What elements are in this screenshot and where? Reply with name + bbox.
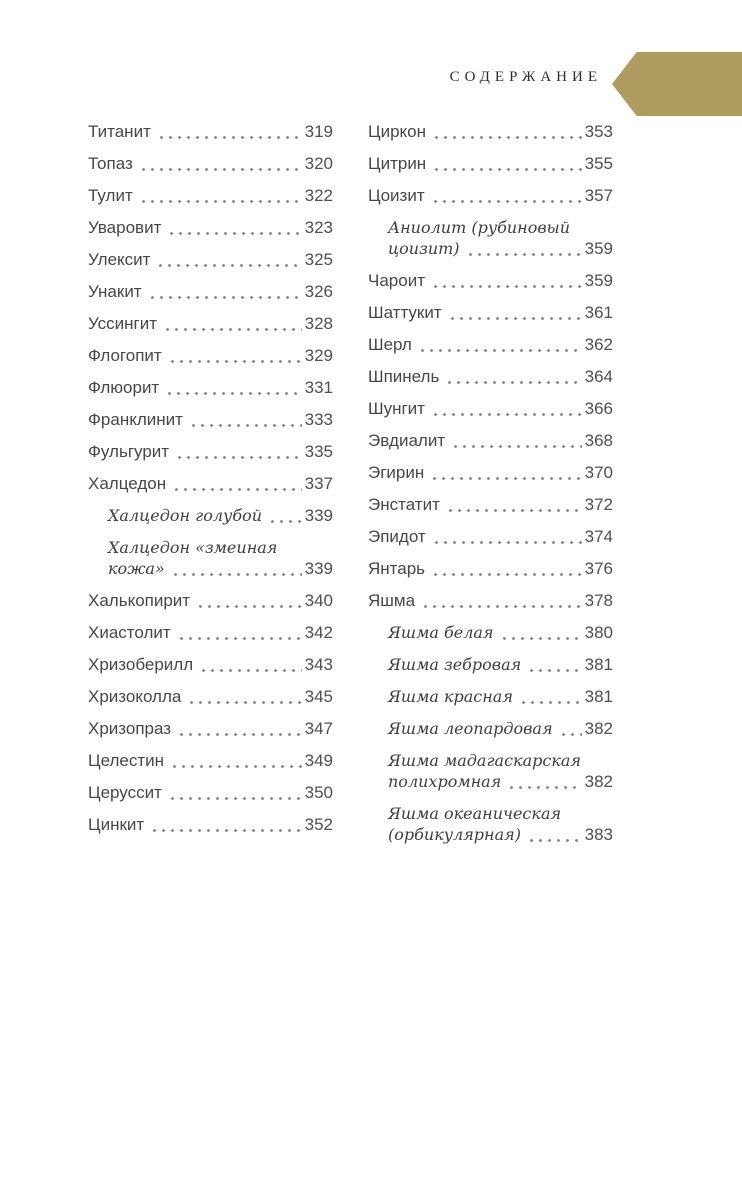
entry-page-number: 329 [304,346,333,365]
dot-leader [167,232,301,235]
dot-leader [139,168,302,171]
dot-leader [171,573,302,576]
toc-entry[interactable] [88,186,333,206]
toc-entry[interactable] [368,591,613,611]
entry-row [388,772,613,792]
entry-page-number: 325 [304,250,333,269]
entry-label: Титанит [88,122,151,141]
toc-entry[interactable] [88,218,333,238]
entry-page-number: 357 [584,186,613,205]
entry-label: цоизит) [388,239,460,258]
dot-leader [432,136,582,139]
toc-entry[interactable] [88,815,333,835]
entry-label: Хризоколла [88,687,182,706]
entry-page-number: 368 [584,431,613,450]
entry-row [368,399,613,419]
entry-label: Яшма леопардовая [388,719,553,738]
entry-label: Цитрин [368,154,427,173]
entry-row [88,410,333,430]
toc-entry[interactable] [368,303,613,323]
entry-row [88,282,333,302]
toc-entry[interactable] [368,804,613,845]
entry-row [368,367,613,387]
toc-entry[interactable] [88,154,333,174]
toc-entry[interactable] [88,655,333,675]
dot-leader [466,253,582,256]
page-title: СОДЕРЖАНИЕ [449,69,602,85]
entry-page-number: 366 [584,399,613,418]
entry-label: Аниолит (рубиновый [388,218,570,237]
dot-leader [139,200,302,203]
entry-page-number: 383 [584,825,613,844]
dot-leader [527,669,581,672]
toc-entry[interactable] [368,687,613,707]
entry-label: кожа» [108,559,165,578]
corner-banner-decoration [612,52,742,116]
entry-label: Халцедон «змеиная [108,538,278,557]
entry-row [388,655,613,675]
entry-page-number: 381 [584,687,613,706]
entry-label: Целестин [88,751,165,770]
entry-label: Топаз [88,154,133,173]
entry-page-number: 320 [304,154,333,173]
dot-leader [172,488,302,491]
entry-row [88,719,333,739]
entry-page-number: 353 [584,122,613,141]
toc-entry[interactable] [368,122,613,142]
entry-page-number: 361 [584,303,613,322]
toc-entry[interactable] [88,442,333,462]
entry-row [88,346,333,366]
entry-page-number: 352 [304,815,333,834]
dot-leader [559,733,582,736]
toc-entry[interactable] [88,410,333,430]
entry-page-number: 337 [304,474,333,493]
entry-row [88,442,333,462]
entry-label: Яшма красная [388,687,513,706]
entry-label: Эгирин [368,463,425,482]
entry-row [388,687,613,707]
entry-page-number: 359 [584,271,613,290]
entry-page-number: 355 [584,154,613,173]
toc-column-right [368,122,613,857]
entry-page-number: 347 [304,719,333,738]
entry-page-number: 342 [304,623,333,642]
dot-leader [421,605,582,608]
entry-row [88,314,333,334]
entry-label: Унакит [88,282,142,301]
toc-entry[interactable] [88,282,333,302]
toc-entry[interactable] [88,346,333,366]
entry-row [88,655,333,675]
entry-label: Яшма зебровая [388,655,522,674]
entry-page-number: 335 [304,442,333,461]
toc-entry[interactable] [368,623,613,643]
dot-leader [446,509,582,512]
toc-entry[interactable] [368,218,613,259]
toc-columns [88,122,613,857]
entry-row [368,186,613,206]
toc-entry[interactable] [88,751,333,771]
dot-leader [157,136,302,139]
entry-label: (орбикулярная) [388,825,521,844]
entry-page-number: 370 [584,463,613,482]
entry-label: Улексит [88,250,151,269]
toc-entry[interactable] [368,335,613,355]
dot-leader [445,381,581,384]
dot-leader [430,477,581,480]
dot-leader [165,392,301,395]
toc-entry[interactable] [88,591,333,611]
entry-page-number: 380 [584,623,613,642]
toc-entry[interactable] [368,559,613,579]
entry-row [108,506,333,526]
dot-leader [432,168,581,171]
dot-leader [199,669,301,672]
entry-page-number: 331 [304,378,333,397]
entry-label: Флюорит [88,378,160,397]
dot-leader [168,360,302,363]
entry-page-number: 326 [304,282,333,301]
toc-entry[interactable] [368,399,613,419]
entry-label: Халцедон голубой [108,506,263,525]
toc-entry[interactable] [88,122,333,142]
entry-row [368,271,613,291]
entry-row [88,122,333,142]
entry-label: Хризопраз [88,719,172,738]
entry-label: Церуссит [88,783,162,802]
dot-leader [163,328,302,331]
entry-label: Хиастолит [88,623,171,642]
dot-leader [431,200,582,203]
entry-page-number: 382 [584,772,613,791]
dot-leader [268,520,302,523]
entry-page-number: 378 [584,591,613,610]
entry-page-number: 364 [584,367,613,386]
entry-row [108,559,333,579]
entry-row [88,591,333,611]
entry-page-number: 350 [304,783,333,802]
entry-row [388,623,613,643]
entry-label: полихромная [388,772,502,791]
toc-entry[interactable] [88,250,333,270]
toc-entry[interactable] [368,655,613,675]
entry-label: Энстатит [368,495,440,514]
toc-entry[interactable] [368,719,613,739]
dot-leader [527,839,582,842]
entry-label: Халькопирит [88,591,191,610]
entry-row [88,751,333,771]
entry-label: Яшма белая [388,623,494,642]
entry-label: Яшма океаническая [388,804,562,823]
toc-entry[interactable] [88,687,333,707]
dot-leader [431,413,582,416]
dot-leader [189,424,302,427]
dot-leader [175,456,302,459]
entry-page-number: 319 [304,122,333,141]
toc-entry[interactable] [368,431,613,451]
toc-entry[interactable] [368,463,613,483]
toc-entry[interactable] [88,474,333,494]
entry-label: Эвдиалит [368,431,446,450]
entry-page-number: 339 [304,506,333,525]
entry-page-number: 345 [304,687,333,706]
entry-row [88,186,333,206]
entry-row [368,559,613,579]
entry-label: Шерл [368,335,412,354]
entry-row [368,303,613,323]
toc-entry[interactable] [368,527,613,547]
dot-leader [177,637,302,640]
entry-page-number: 381 [584,655,613,674]
entry-label: Янтарь [368,559,426,578]
entry-page-number: 349 [304,751,333,770]
dot-leader [451,445,581,448]
toc-entry[interactable] [368,154,613,174]
toc-entry[interactable] [368,751,613,792]
entry-row [88,250,333,270]
entry-label: Флогопит [88,346,162,365]
entry-row [388,719,613,739]
entry-row [368,431,613,451]
entry-page-number: 376 [584,559,613,578]
entry-label: Уваровит [88,218,162,237]
toc-entry[interactable] [88,378,333,398]
toc-column-left [88,122,333,857]
toc-entry[interactable] [368,495,613,515]
dot-leader [432,541,582,544]
toc-entry[interactable] [88,719,333,739]
entry-label: Халцедон [88,474,167,493]
dot-leader [519,701,582,704]
entry-label: Яшма мадагаскарская [388,751,582,770]
dot-leader [150,829,301,832]
toc-entry[interactable] [368,367,613,387]
toc-entry[interactable] [368,186,613,206]
entry-page-number: 372 [584,495,613,514]
entry-label: Циркон [368,122,426,141]
entry-row [368,335,613,355]
entry-label: Яшма [368,591,416,610]
entry-page-number: 328 [304,314,333,333]
entry-page-number: 374 [584,527,613,546]
entry-label: Эпидот [368,527,426,546]
entry-label: Цоизит [368,186,425,205]
toc-entry[interactable] [88,314,333,334]
dot-leader [448,317,582,320]
entry-row [368,495,613,515]
entry-label: Уссингит [88,314,158,333]
entry-row [88,474,333,494]
entry-page-number: 359 [584,239,613,258]
entry-row [88,623,333,643]
dot-leader [177,733,302,736]
toc-entry[interactable] [88,538,333,579]
dot-leader [156,264,301,267]
toc-entry[interactable] [88,623,333,643]
entry-label: Шаттукит [368,303,442,322]
dot-leader [418,349,582,352]
entry-page-number: 333 [304,410,333,429]
entry-row [368,122,613,142]
entry-row [88,783,333,803]
entry-row [88,815,333,835]
toc-entry[interactable] [88,783,333,803]
entry-label: Франклинит [88,410,183,429]
dot-leader [170,765,302,768]
dot-leader [196,605,302,608]
entry-label: Чароит [368,271,425,290]
dot-leader [500,637,582,640]
entry-page-number: 323 [304,218,333,237]
dot-leader [431,573,582,576]
entry-page-number: 322 [304,186,333,205]
entry-page-number: 343 [304,655,333,674]
entry-row [388,825,613,845]
entry-label: Тулит [88,186,133,205]
dot-leader [431,285,582,288]
entry-label: Фульгурит [88,442,170,461]
entry-page-number: 340 [304,591,333,610]
dot-leader [168,797,302,800]
entry-label: Шпинель [368,367,440,386]
toc-entry[interactable] [368,271,613,291]
dot-leader [187,701,301,704]
dot-leader [507,786,581,789]
entry-page-number: 339 [304,559,333,578]
entry-page-number: 362 [584,335,613,354]
entry-row [368,527,613,547]
entry-row [368,591,613,611]
entry-label: Цинкит [88,815,145,834]
entry-page-number: 382 [584,719,613,738]
entry-label: Хризоберилл [88,655,194,674]
entry-row [88,154,333,174]
entry-label: Шунгит [368,399,425,418]
toc-entry[interactable] [88,506,333,526]
entry-row [388,239,613,259]
dot-leader [148,296,302,299]
entry-row [88,687,333,707]
entry-row [368,154,613,174]
entry-row [368,463,613,483]
entry-row [88,378,333,398]
entry-row [88,218,333,238]
